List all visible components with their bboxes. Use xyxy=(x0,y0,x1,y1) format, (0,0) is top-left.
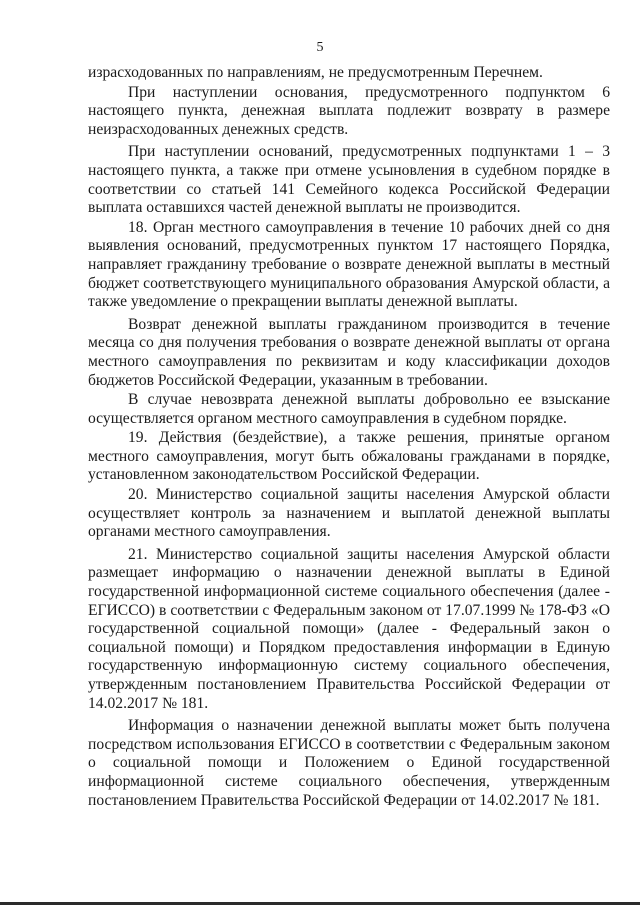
document-body xyxy=(88,64,610,810)
paragraph: В случае невозврата денежной выплаты добровольно ее взыскание осуществляется органом местного самоуправления в судебном порядке. xyxy=(88,391,610,427)
paragraph: Информация о назначении денежной выплаты может быть получена посредством использования ЕГИССО в соответствии с Федеральным законом о социальной помощи и Положением о Единой государственной информационной системе социального обеспечения, утвержденным постановлением Правительства Российской Федерации от 14.02.2017 № 181. xyxy=(88,717,610,809)
paragraph-item-19: 19. Действия (бездействие), а также решения, принятые органом местного самоуправления, могут быть обжалованы гражданами в порядке, установленном законодательством Российской Федерации. xyxy=(88,429,610,484)
paragraph-item-21: 21. Министерство социальной защиты населения Амурской области размещает информацию о назначении денежной выплаты в Единой государственной информационной системе социального обеспечения (далее - ЕГИССО) в соответствии с Федеральным законом от 17.07.1999 № 178-ФЗ «О государственной социальной помощи» (далее - Федеральный закон о социальной помощи) и Порядком предоставления информации в Единую государственную информационную систему социального обеспечения, утвержденным постановлением Правительства Российской Федерации от 14.02.2017 № 181. xyxy=(88,545,610,712)
page-number: 5 xyxy=(316,40,324,55)
paragraph: Возврат денежной выплаты гражданином производится в течение месяца со дня получения требования о возврате денежной выплаты от органа местного самоуправления по реквизитам и коду классификации доходов бюджетов Российской Федерации, указанным в требовании. xyxy=(88,315,610,389)
paragraph-item-18: 18. Орган местного самоуправления в течение 10 рабочих дней со дня выявления оснований, предусмотренных пунктом 17 настоящего Порядка, направляет гражданину требование о возврате денежной выплаты в местный бюджет соответствующего муниципального образования Амурской области, а также уведомление о прекращении выплаты денежной выплаты. xyxy=(88,218,610,311)
paragraph-item-20: 20. Министерство социальной защиты населения Амурской области осуществляет контроль за назначением и выплатой денежной выплаты органами местного самоуправления. xyxy=(88,486,610,541)
paragraph: При наступлении основания, предусмотренного подпунктом 6 настоящего пункта, денежная выплата подлежит возврату в размере неизрасходованных денежных средств. xyxy=(88,83,610,138)
paragraph-continuation: израсходованных по направлениям, не предусмотренным Перечнем. xyxy=(88,64,543,81)
paragraph: При наступлении оснований, предусмотренных подпунктами 1 – 3 настоящего пункта, а также при отмене усыновления в судебном порядке в соответствии со статьей 141 Семейного кодекса Российской Федерации выплата оставшихся частей денежной выплаты не производится. xyxy=(88,143,610,217)
